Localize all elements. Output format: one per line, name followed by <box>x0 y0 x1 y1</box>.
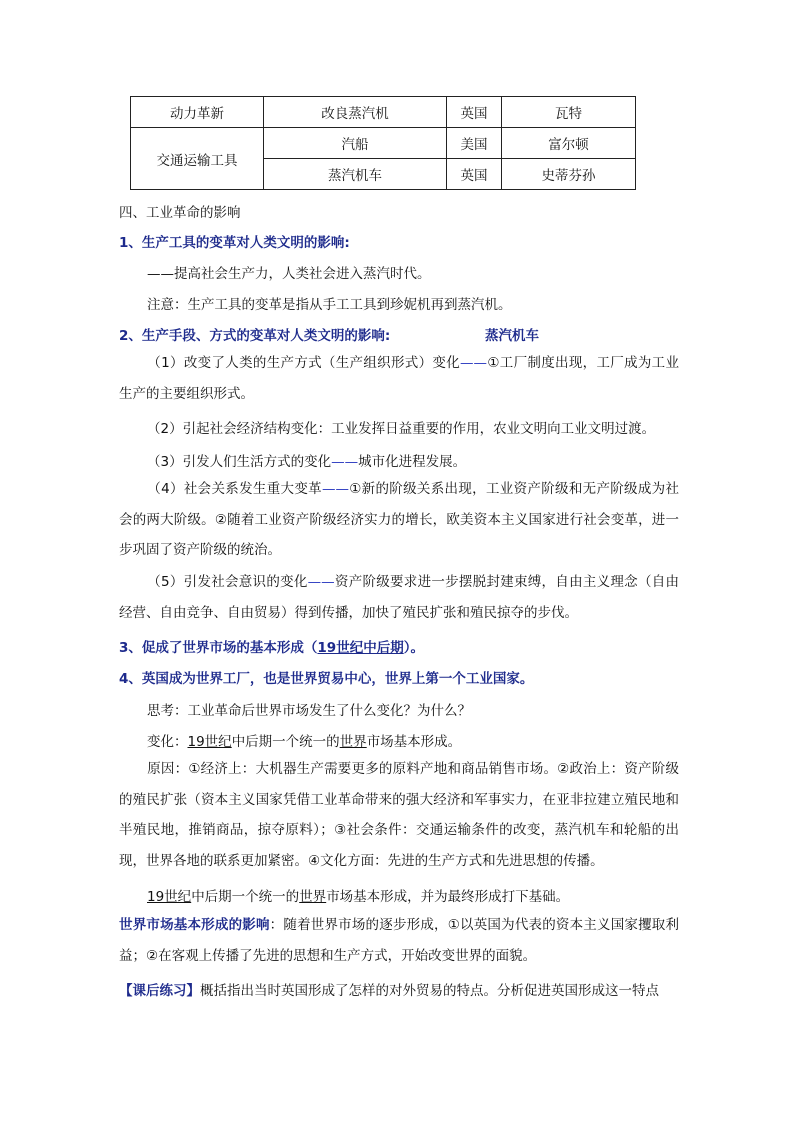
paragraph: 世界市场基本形成的影响：随着世界市场的逐步形成，①以英国为代表的资本主义国家攫取利益；②在客观上传播了先进的思想和生产方式，开始改变世界的面貌。 <box>119 917 679 964</box>
heading-2-text: 2、生产手段、方式的变革对人类文明的影响: <box>119 328 391 344</box>
paragraph: 19世纪中后期一个统一的世界市场基本形成，并为最终形成打下基础。 <box>147 889 570 905</box>
paragraph: （1）改变了人类的生产方式（生产组织形式）变化——①工厂制度出现，工厂成为工业生产的主要组织形式。 <box>119 355 679 402</box>
heading-2 <box>119 324 679 344</box>
table-row <box>131 97 636 128</box>
paragraph: 变化：19世纪中后期一个统一的世界市场基本形成。 <box>147 734 462 750</box>
paragraph: 注意：生产工具的变革是指从手工工具到珍妮机再到蒸汽机。 <box>147 297 512 313</box>
paragraph: ——提高社会生产力，人类社会进入蒸汽时代。 <box>147 266 431 282</box>
paragraph: （3）引发人们生活方式的变化——城市化进程发展。 <box>147 454 467 470</box>
heading-4: 4、英国成为世界工厂，也是世界贸易中心，世界上第一个工业国家。 <box>119 671 534 687</box>
table-cell: 交通运输工具 <box>131 128 264 190</box>
paragraph: （5）引发社会意识的变化——资产阶级要求进一步摆脱封建束缚，自由主义理念（自由经营、自由竞争、自由贸易）得到传播，加快了殖民扩张和殖民掠夺的步伐。 <box>119 574 680 621</box>
heading-1: 1、生产工具的变革对人类文明的影响: <box>119 235 350 251</box>
table-cell: 史蒂芬孙 <box>502 159 636 190</box>
inventions-table <box>130 96 636 190</box>
exercise: 【课后练习】概括指出当时英国形成了怎样的对外贸易的特点。分析促进英国形成这一特点 <box>119 983 659 999</box>
table-cell: 富尔顿 <box>502 128 636 159</box>
table-cell: 瓦特 <box>502 97 636 128</box>
paragraph: 思考：工业革命后世界市场发生了什么变化？为什么？ <box>147 703 471 719</box>
table-cell: 英国 <box>447 159 502 190</box>
table-cell: 英国 <box>447 97 502 128</box>
table-row <box>131 128 636 159</box>
paragraph: 原因：①经济上：大机器生产需要更多的原料产地和商品销售市场。②政治上：资产阶级的殖民扩张（资本主义国家凭借工业革命带来的强大经济和军事实力，在亚非拉建立殖民地和半殖民地，推销商品，掠夺原料）；③社会条件：交通运输条件的改变，蒸汽机车和轮船的出现，世界各地的联系更加紧密。④文化方面：先进的生产方式和先进思想的传播。 <box>119 761 679 869</box>
table-cell: 汽船 <box>264 128 447 159</box>
table-cell: 改良蒸汽机 <box>264 97 447 128</box>
table-cell: 蒸汽机车 <box>264 159 447 190</box>
paragraph: （4）社会关系发生重大变革——①新的阶级关系出现，工业资产阶级和无产阶级成为社会的两大阶级。②随着工业资产阶级经济实力的增长，欧美资本主义国家进行社会变革，进一步巩固了资产阶级的统治。 <box>119 481 679 558</box>
table-cell: 美国 <box>447 128 502 159</box>
table-cell: 动力革新 <box>131 97 264 128</box>
side-note: 蒸汽机车 <box>485 328 539 344</box>
paragraph: （2）引起社会经济结构变化：工业发挥日益重要的作用，农业文明向工业文明过渡。 <box>147 421 656 437</box>
section-title: 四、工业革命的影响 <box>119 205 241 221</box>
heading-3: 3、促成了世界市场的基本形成（19世纪中后期）。 <box>119 640 424 656</box>
